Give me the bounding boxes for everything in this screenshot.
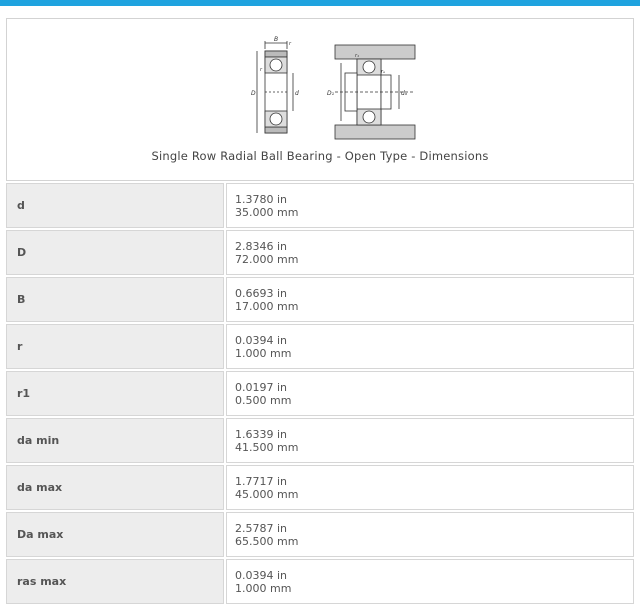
label-da: dₐ xyxy=(401,90,408,97)
value-metric: 65.500 mm xyxy=(235,535,299,548)
value-metric: 45.000 mm xyxy=(235,488,299,501)
value-imperial: 0.0394 in xyxy=(235,334,288,347)
table-row xyxy=(6,277,634,322)
value-imperial: 1.6339 in xyxy=(235,428,288,441)
value-imperial: 1.3780 in xyxy=(235,193,288,206)
label-r-top: r xyxy=(289,41,292,47)
row-value xyxy=(226,559,634,604)
row-value xyxy=(226,230,634,275)
bearing-section-left xyxy=(257,41,293,133)
table-row xyxy=(6,371,634,416)
label-r-side: r xyxy=(260,67,263,73)
row-key: d xyxy=(6,183,224,228)
value-metric: 1.000 mm xyxy=(235,347,292,360)
label-B: B xyxy=(274,36,279,43)
value-metric: 72.000 mm xyxy=(235,253,299,266)
row-key: B xyxy=(6,277,224,322)
table-row xyxy=(6,465,634,510)
value-metric: 17.000 mm xyxy=(235,300,299,313)
table-row xyxy=(6,512,634,557)
table-row xyxy=(6,559,634,604)
row-key: da min xyxy=(6,418,224,463)
label-r1: r₁ xyxy=(355,53,360,59)
value-metric: 0.500 mm xyxy=(235,394,292,407)
row-value xyxy=(226,465,634,510)
row-value xyxy=(226,512,634,557)
label-D: D xyxy=(251,90,256,97)
label-D1: D₁ xyxy=(327,90,335,97)
table-row xyxy=(6,324,634,369)
row-key: da max xyxy=(6,465,224,510)
bearing-cross-section-diagram xyxy=(245,33,425,143)
row-value xyxy=(226,183,634,228)
row-value xyxy=(226,418,634,463)
row-key: Da max xyxy=(6,512,224,557)
value-imperial: 2.5787 in xyxy=(235,522,288,535)
value-metric: 35.000 mm xyxy=(235,206,299,219)
row-key: ras max xyxy=(6,559,224,604)
value-imperial: 0.0394 in xyxy=(235,569,288,582)
diagram-caption: Single Row Radial Ball Bearing - Open Type - Dimensions xyxy=(151,149,489,163)
row-key: D xyxy=(6,230,224,275)
label-d: d xyxy=(295,90,299,97)
table-row xyxy=(6,183,634,228)
value-metric: 41.500 mm xyxy=(235,441,299,454)
value-metric: 1.000 mm xyxy=(235,582,292,595)
dimensions-table xyxy=(6,183,634,606)
top-accent-bar xyxy=(0,0,640,6)
row-value xyxy=(226,371,634,416)
value-imperial: 0.6693 in xyxy=(235,287,288,300)
row-value xyxy=(226,277,634,322)
label-ra: rₐ xyxy=(381,69,386,75)
value-imperial: 1.7717 in xyxy=(235,475,288,488)
value-imperial: 0.0197 in xyxy=(235,381,288,394)
table-row xyxy=(6,230,634,275)
row-key: r1 xyxy=(6,371,224,416)
table-row xyxy=(6,418,634,463)
row-value xyxy=(226,324,634,369)
bearing-diagram-panel xyxy=(6,18,634,181)
row-key: r xyxy=(6,324,224,369)
value-imperial: 2.8346 in xyxy=(235,240,288,253)
